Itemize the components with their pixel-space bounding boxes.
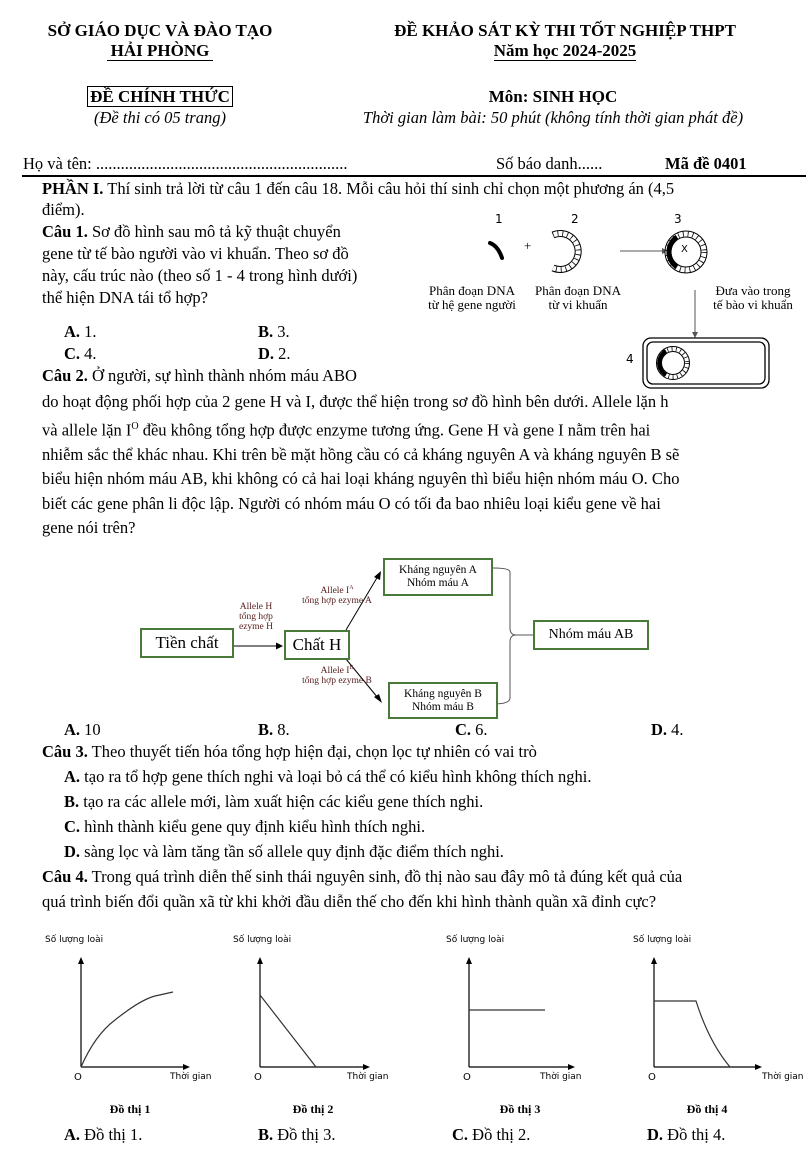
official-badge: ĐỀ CHÍNH THỨC (87, 86, 233, 107)
official-block (40, 87, 280, 128)
caption-2-line-1: Phân đoạn DNA (535, 283, 621, 298)
option-text: hình thành kiểu gene quy định kiểu hình thích nghi. (80, 817, 426, 836)
label-3: 3 (674, 212, 682, 226)
option-key: D. (258, 344, 275, 363)
q2-line-5: biết các gene phân li độc lập. Người có nhóm máu O có tối đa bao nhiêu loại kiểu gene về hai (42, 493, 661, 513)
x-axis-arrow-icon (755, 1064, 762, 1070)
caption-1-line-2: từ hệ gene người (428, 297, 516, 312)
option-text: 4. (667, 720, 684, 739)
option-text: sàng lọc và làm tăng tần số allele quy định đặc điểm thích nghi. (80, 842, 504, 861)
q3-option-b[interactable] (64, 791, 483, 813)
antigen-b-line-1: Kháng nguyên B (404, 687, 482, 700)
exam-title: ĐỀ KHẢO SÁT KỲ THI TỐT NGHIỆP THPT (394, 21, 736, 40)
caption-3-line-2: tế bào vi khuẩn (713, 297, 793, 312)
option-text: 10 (80, 720, 101, 739)
option-text: 2. (274, 344, 291, 363)
q4-stem-line-1 (42, 866, 682, 888)
graph-3-origin: O (463, 1072, 471, 1083)
graph-3-xlabel: Thời gian (540, 1072, 582, 1082)
substance-h-label: Chất H (292, 635, 342, 654)
graph-2-origin: O (254, 1072, 262, 1083)
option-key: A. (64, 767, 81, 786)
part1-instruction (42, 178, 674, 200)
bacterial-cell-icon (643, 338, 769, 388)
q2-option-a[interactable] (64, 719, 101, 741)
q3-label: Câu 3. (42, 742, 88, 761)
exam-code: Mã đề 0401 (665, 154, 747, 173)
q1-option-b[interactable] (258, 321, 290, 343)
q2-superscript: O (131, 420, 139, 432)
subject-block (300, 87, 806, 128)
name-field: Họ và tên: ............................................................. (23, 154, 348, 173)
q1-line-1 (42, 221, 422, 243)
graph-2-caption: Đồ thị 2 (292, 1102, 334, 1116)
allele-a-line-2: tổng hợp ezyme A (302, 596, 372, 607)
option-text: 1. (80, 322, 97, 341)
q1-option-c[interactable] (64, 343, 97, 365)
caption-2-line-2: từ vi khuẩn (548, 297, 608, 312)
option-text: 3. (273, 322, 290, 341)
q4-stem-text: Trong quá trình diễn thế sinh thái nguyên sinh, đồ thị nào sau đây mô tả đúng kết quả của (87, 867, 683, 886)
q2-line-2b: đều không tổng hợp được enzyme tương ứng. Gene H và gene I nằm trên hai (138, 420, 651, 439)
y-axis-arrow-icon (466, 957, 472, 964)
option-key: A. (64, 322, 81, 341)
allele-h-label (233, 602, 279, 632)
allele-a-label (292, 583, 382, 606)
q4-option-c[interactable] (452, 1124, 530, 1146)
y-axis-arrow-icon (257, 957, 263, 964)
q3-stem-text: Theo thuyết tiến hóa tổng hợp hiện đại, chọn lọc tự nhiên có vai trò (87, 742, 537, 761)
q2-first-line-text: Ở người, sự hình thành nhóm máu ABO (87, 366, 357, 385)
option-text: tạo ra tổ hợp gene thích nghi và loại bỏ cá thể có kiểu hình không thích nghi. (80, 767, 592, 786)
graph-1-plot (40, 930, 220, 1090)
q2-line-3: nhiễm sắc thể khác nhau. Khi trên bề mặt hồng cầu có cả kháng nguyên A và kháng nguyên B sẽ (42, 444, 680, 464)
q3-stem (42, 741, 537, 763)
option-key: C. (64, 344, 81, 363)
exam-title-block (330, 21, 800, 61)
option-text: 4. (80, 344, 97, 363)
subject: Môn: SINH HỌC (488, 87, 618, 106)
precursor-label: Tiền chất (155, 633, 219, 652)
line-decreasing (260, 995, 316, 1067)
q2-label: Câu 2. (42, 366, 88, 385)
option-key: C. (455, 720, 472, 739)
allele-b-line-2: tổng hợp ezyme B (302, 676, 372, 687)
q2-option-c[interactable] (455, 719, 488, 741)
candidate-number: Số báo danh...... (496, 154, 603, 173)
option-text: Đồ thị 4. (663, 1125, 726, 1144)
caption-1-line-1: Phân đoạn DNA (429, 283, 515, 298)
q1-label: Câu 1. (42, 222, 88, 241)
q4-option-b[interactable] (258, 1124, 335, 1146)
option-key: D. (647, 1125, 664, 1144)
dept-line-2-text: HẢI PHÒNG (107, 41, 214, 61)
open-plasmid-icon (553, 234, 578, 270)
label-4: 4 (626, 352, 634, 366)
allele-h-line-3: ezyme H (238, 622, 274, 632)
graph-4-plot (625, 930, 806, 1090)
part1-instruction-a: Thí sinh trả lời từ câu 1 đến câu 18. Mỗi câu hỏi thí sinh chỉ chọn một phương án (4,5 (103, 179, 675, 198)
option-text: 6. (471, 720, 488, 739)
q2-line-2 (42, 415, 794, 443)
q1-line-3: này, cấu trúc nào (theo số 1 - 4 trong hình dưới) (42, 266, 358, 285)
option-key: B. (64, 792, 80, 811)
graph-4-caption: Đồ thị 4 (686, 1102, 728, 1116)
arrow-head-icon (374, 571, 381, 580)
human-dna-fragment-icon (490, 243, 502, 258)
dept-line-2 (10, 41, 310, 61)
precursor-box (140, 628, 234, 658)
q2-first-line (42, 365, 357, 387)
q1-option-d[interactable] (258, 343, 291, 365)
q2-line-2a: và allele lặn I (42, 420, 132, 439)
part1-instruction-b: điểm). (42, 200, 85, 219)
q3-option-a[interactable] (64, 766, 591, 788)
q3-option-c[interactable] (64, 816, 425, 838)
option-key: C. (64, 817, 81, 836)
school-year: Năm học 2024-2025 (493, 41, 637, 60)
page-count: (Đề thi có 05 trang) (94, 108, 226, 127)
allele-b-label (292, 663, 382, 686)
option-text: tạo ra các allele mới, làm xuất hiện các kiểu gene thích nghi. (79, 792, 484, 811)
department-name (10, 21, 310, 61)
option-key: B. (258, 720, 274, 739)
graph-2 (225, 930, 405, 1120)
allele-b-text: Allele I (320, 666, 350, 677)
allele-a-text: Allele I (320, 586, 350, 597)
caption-human-dna (420, 284, 524, 312)
q3-option-d[interactable] (64, 841, 504, 863)
option-text: Đồ thị 1. (80, 1125, 143, 1144)
curve-increasing (81, 992, 173, 1067)
duration: Thời gian làm bài: 50 phút (không tính thời gian phát đề) (362, 108, 744, 127)
q1-option-a[interactable] (64, 321, 97, 343)
gene-transfer-diagram (420, 210, 806, 390)
option-key: B. (258, 1125, 274, 1144)
q1-line-4: thể hiện DNA tái tổ hợp? (42, 288, 208, 307)
q2-line-4: biểu hiện nhóm máu AB, khi không có cả hai loại kháng nguyên thì biểu hiện nhóm máu O. Cho (42, 469, 680, 488)
q4-option-d[interactable] (647, 1124, 725, 1146)
x-mark: X (681, 244, 688, 255)
graph-3 (440, 930, 620, 1120)
q1-line-2: gene từ tế bào người vào vi khuẩn. Theo sơ đồ (42, 244, 349, 263)
option-text: Đồ thị 2. (468, 1125, 531, 1144)
antigen-a-box (383, 558, 493, 596)
antigen-a-line-2: Nhóm máu A (407, 577, 469, 589)
q2-line-1: do hoạt động phối hợp của 2 gene H và I, được thể hiện trong sơ đồ hình bên dưới. Allele lặn h (42, 392, 669, 411)
dept-line-1: SỞ GIÁO DỤC VÀ ĐÀO TẠO (47, 21, 273, 40)
graph-1-ylabel: Số lượng loài (45, 935, 104, 945)
q1-line-1-text: Sơ đồ hình sau mô tả kỹ thuật chuyển (87, 222, 341, 241)
graph-3-ylabel: Số lượng loài (446, 935, 505, 945)
graph-3-caption: Đồ thị 3 (499, 1102, 541, 1116)
label-2: 2 (571, 212, 579, 226)
caption-3-line-1: Đưa vào trong (715, 283, 791, 298)
graph-2-xlabel: Thời gian (347, 1072, 389, 1082)
antigen-b-line-2: Nhóm máu B (412, 700, 474, 713)
graph-4-xlabel: Thời gian (762, 1072, 804, 1082)
school-year-line (330, 41, 800, 61)
plus-sign: + (524, 238, 532, 253)
x-axis-arrow-icon (568, 1064, 575, 1070)
q2-option-d[interactable] (651, 719, 684, 741)
part1-title: PHẦN I. (42, 179, 104, 198)
question-2-body (42, 390, 794, 541)
group-ab-box (533, 620, 649, 650)
x-axis-arrow-icon (363, 1064, 370, 1070)
q2-line-6: gene nói trên? (42, 518, 136, 537)
option-key: D. (64, 842, 81, 861)
q4-label: Câu 4. (42, 867, 88, 886)
graph-1-xlabel: Thời gian (170, 1072, 212, 1082)
graph-2-plot (225, 930, 405, 1090)
allele-b-sup: B (349, 665, 354, 671)
graph-4-origin: O (648, 1072, 656, 1083)
graph-1-caption: Đồ thị 1 (109, 1102, 151, 1116)
option-text: 8. (273, 720, 290, 739)
graph-1-origin: O (74, 1072, 82, 1083)
option-text: Đồ thị 3. (273, 1125, 336, 1144)
graph-4 (625, 930, 806, 1120)
option-key: D. (651, 720, 668, 739)
graph-1 (40, 930, 220, 1120)
question-1-stem (42, 221, 422, 309)
header-divider (22, 175, 806, 177)
option-key: B. (258, 322, 274, 341)
substance-h-box (284, 630, 350, 660)
option-key: A. (64, 1125, 81, 1144)
graph-2-ylabel: Số lượng loài (233, 935, 292, 945)
antigen-b-box (388, 682, 498, 719)
group-ab-label: Nhóm máu AB (548, 627, 634, 642)
x-axis-arrow-icon (183, 1064, 190, 1070)
allele-h-line-1: Allele H (239, 602, 273, 612)
allele-h-line-2: tổng hợp (239, 612, 273, 622)
graph-3-plot (440, 930, 620, 1090)
antigen-a-line-1: Kháng nguyên A (399, 564, 477, 576)
y-axis-arrow-icon (78, 957, 84, 964)
q4-option-a[interactable] (64, 1124, 142, 1146)
arrow-head-icon (276, 643, 283, 650)
allele-a-line-1 (292, 583, 382, 596)
allele-b-line-1 (292, 663, 382, 676)
option-key: A. (64, 720, 81, 739)
q2-option-b[interactable] (258, 719, 290, 741)
label-1: 1 (495, 212, 503, 226)
arrow-head-icon (692, 332, 698, 338)
caption-bacterial-dna (528, 284, 628, 312)
caption-insert-into-bacteria (703, 284, 803, 312)
q4-stem-line-2: quá trình biến đổi quần xã từ khi khởi đầu diễn thế cho đến khi hình thành quần xã đỉnh cực? (42, 892, 657, 911)
blood-group-diagram (140, 558, 700, 718)
y-axis-arrow-icon (651, 957, 657, 964)
option-key: C. (452, 1125, 469, 1144)
allele-a-sup: A (349, 585, 354, 591)
graph-4-ylabel: Số lượng loài (633, 935, 692, 945)
curve-plateau-decline (654, 1001, 730, 1067)
